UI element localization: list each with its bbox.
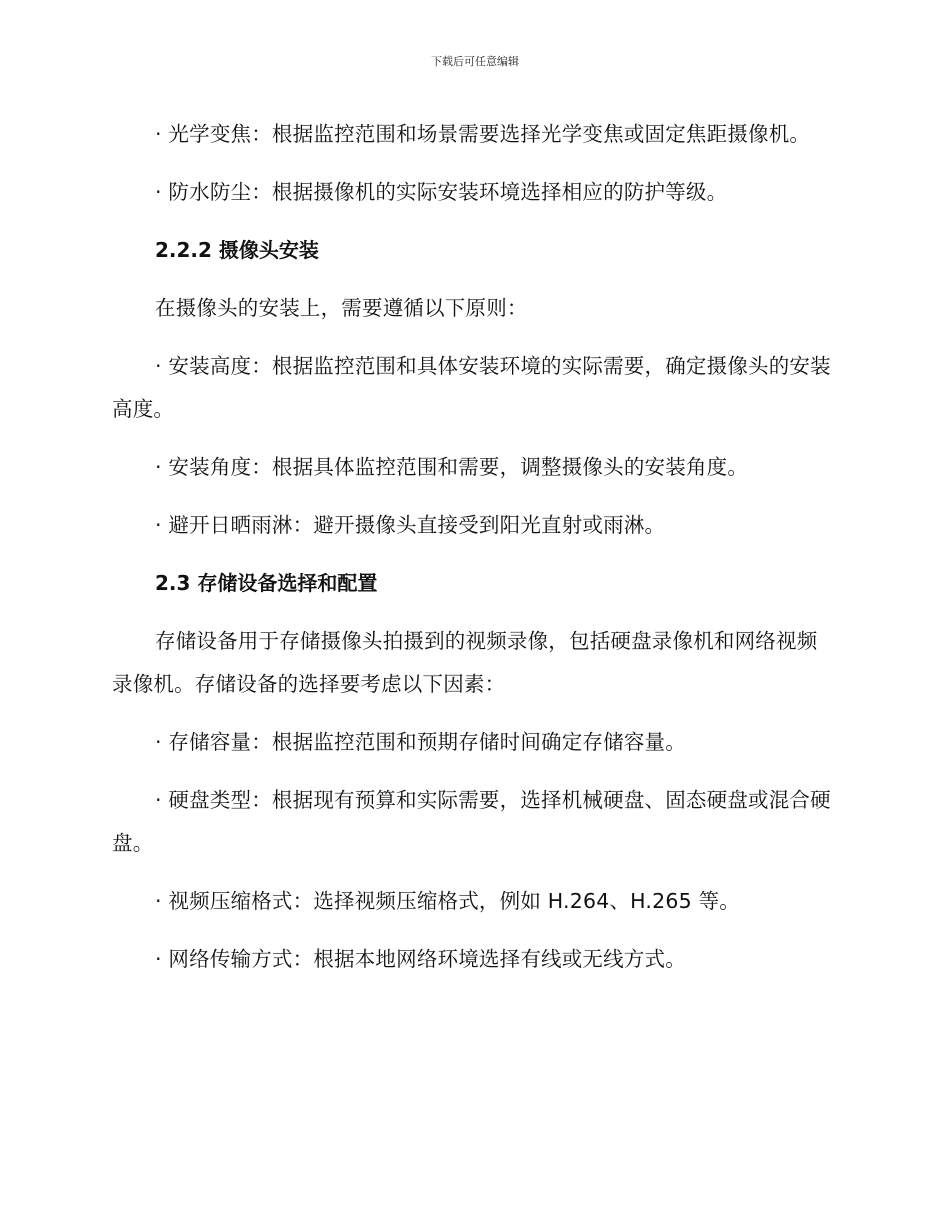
bullet-disk-type: · 硬盘类型：根据现有预算和实际需要，选择机械硬盘、固态硬盘或混合硬盘。 — [112, 788, 831, 855]
bullet-optical-zoom: · 光学变焦：根据监控范围和场景需要选择光学变焦或固定焦距摄像机。 — [155, 122, 811, 146]
bullet-waterproof-dustproof: · 防水防尘：根据摄像机的实际安装环境选择相应的防护等级。 — [155, 180, 728, 204]
bullet-installation-angle: · 安装角度：根据具体监控范围和需要，调整摄像头的安装角度。 — [155, 455, 749, 479]
bullet-video-compression: · 视频压缩格式：选择视频压缩格式，例如 H.264、H.265 等。 — [155, 889, 740, 913]
document-body — [112, 113, 832, 996]
installation-intro: 在摄像头的安装上，需要遵循以下原则： — [155, 296, 528, 320]
section-heading-storage: 2.3 存储设备选择和配置 — [155, 571, 378, 595]
storage-intro: 存储设备用于存储摄像头拍摄到的视频录像，包括硬盘录像机和网络视频录像机。存储设备的选择要考虑以下因素： — [112, 629, 818, 696]
bullet-installation-height: · 安装高度：根据监控范围和具体安装环境的实际需要，确定摄像头的安装高度。 — [112, 354, 831, 421]
page-header: 下载后可任意编辑 — [431, 55, 519, 68]
bullet-avoid-sun-rain: · 避开日晒雨淋：避开摄像头直接受到阳光直射或雨淋。 — [155, 513, 666, 537]
bullet-network-transmission: · 网络传输方式：根据本地网络环境选择有线或无线方式。 — [155, 947, 686, 971]
bullet-storage-capacity: · 存储容量：根据监控范围和预期存储时间确定存储容量。 — [155, 730, 686, 754]
section-heading-camera-installation: 2.2.2 摄像头安装 — [155, 238, 319, 262]
